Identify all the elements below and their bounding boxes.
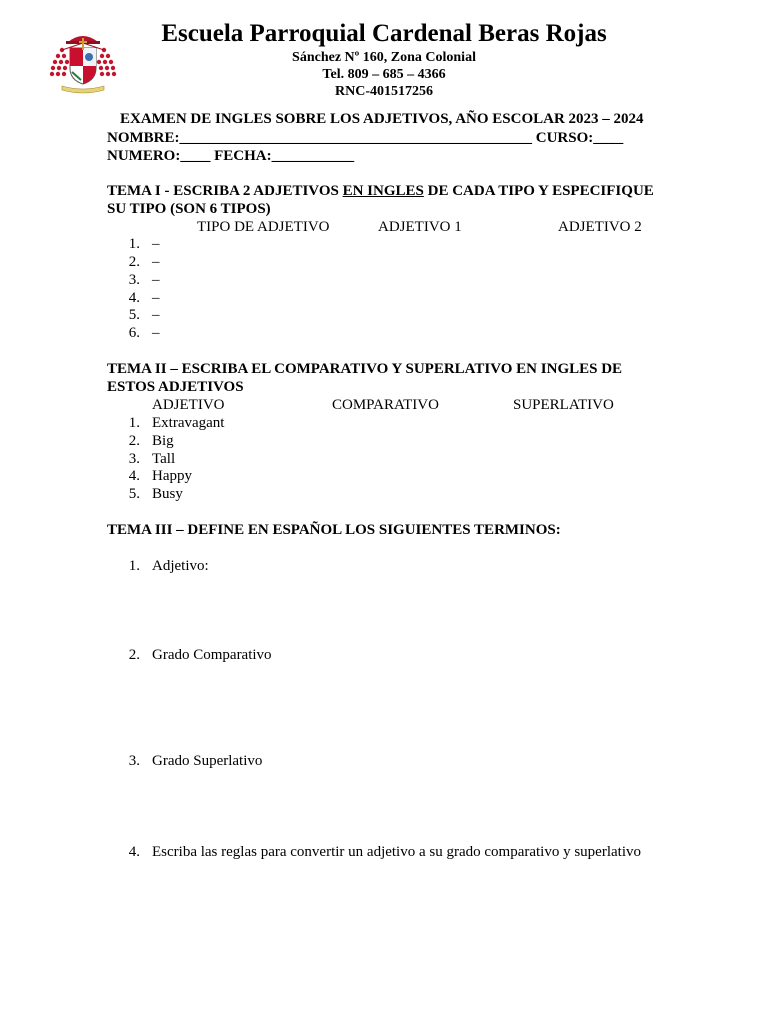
tema2-col-comparativo: COMPARATIVO: [332, 397, 439, 413]
list-item: Grado Superlativo: [152, 753, 263, 769]
list-item: –: [152, 254, 160, 270]
list-item-number: 1.: [128, 558, 140, 574]
list-item-number: 2.: [128, 433, 140, 449]
list-item: –: [152, 325, 160, 341]
number-date-line: NUMERO:____ FECHA:___________: [107, 148, 355, 164]
list-item-number: 2.: [128, 254, 140, 270]
list-item-number: 4.: [128, 468, 140, 484]
tema1-title: [107, 182, 654, 200]
name-course-line: NOMBRE:_______________________________________________ CURSO:____: [107, 130, 624, 146]
list-item: –: [152, 290, 160, 306]
tema1-col-adj1: ADJETIVO 1: [378, 219, 462, 235]
list-item: Big: [152, 433, 174, 449]
list-item: Adjetivo:: [152, 558, 209, 574]
list-item: –: [152, 307, 160, 323]
list-item: –: [152, 236, 160, 252]
list-item-number: 1.: [128, 415, 140, 431]
list-item-number: 4.: [128, 290, 140, 306]
school-address: Sánchez Nº 160, Zona Colonial: [292, 50, 476, 65]
tema1-title-underlined: EN INGLES: [342, 183, 424, 199]
list-item: Grado Comparativo: [152, 647, 272, 663]
tema1-title-line2: SU TIPO (SON 6 TIPOS): [107, 201, 271, 217]
list-item: –: [152, 272, 160, 288]
exam-title: EXAMEN DE INGLES SOBRE LOS ADJETIVOS, AÑO ESCOLAR 2023 – 2024: [120, 111, 644, 127]
school-name: Escuela Parroquial Cardenal Beras Rojas: [161, 20, 607, 47]
list-item-number: 5.: [128, 486, 140, 502]
tema2-col-adjetivo: ADJETIVO: [152, 397, 225, 413]
list-item-number: 6.: [128, 325, 140, 341]
tema1-col-adj2: ADJETIVO 2: [558, 219, 642, 235]
tema1-col-tipo: TIPO DE ADJETIVO: [197, 219, 330, 235]
list-item-number: 3.: [128, 451, 140, 467]
list-item: Escriba las reglas para convertir un adjetivo a su grado comparativo y superlativo: [152, 844, 641, 860]
school-phone: Tel. 809 – 685 – 4366: [322, 67, 446, 82]
school-rnc: RNC-401517256: [335, 84, 433, 99]
tema2-title-line1: TEMA II – ESCRIBA EL COMPARATIVO Y SUPERLATIVO EN INGLES DE: [107, 361, 623, 377]
list-item-number: 1.: [128, 236, 140, 252]
tema2-title-line2: ESTOS ADJETIVOS: [107, 379, 244, 395]
list-item: Extravagant: [152, 415, 225, 431]
list-item-number: 4.: [128, 844, 140, 860]
list-item: Happy: [152, 468, 192, 484]
list-item-number: 3.: [128, 272, 140, 288]
tema1-title-part1: TEMA I - ESCRIBA 2 ADJETIVOS: [107, 183, 343, 199]
list-item: Tall: [152, 451, 176, 467]
list-item: Busy: [152, 486, 183, 502]
tema2-col-superlativo: SUPERLATIVO: [513, 397, 614, 413]
tema3-title: TEMA III – DEFINE EN ESPAÑOL LOS SIGUIENTES TERMINOS:: [107, 522, 561, 538]
list-item-number: 5.: [128, 307, 140, 323]
list-item-number: 2.: [128, 647, 140, 663]
tema1-title-part2: DE CADA TIPO Y ESPECIFIQUE: [423, 183, 654, 199]
list-item-number: 3.: [128, 753, 140, 769]
